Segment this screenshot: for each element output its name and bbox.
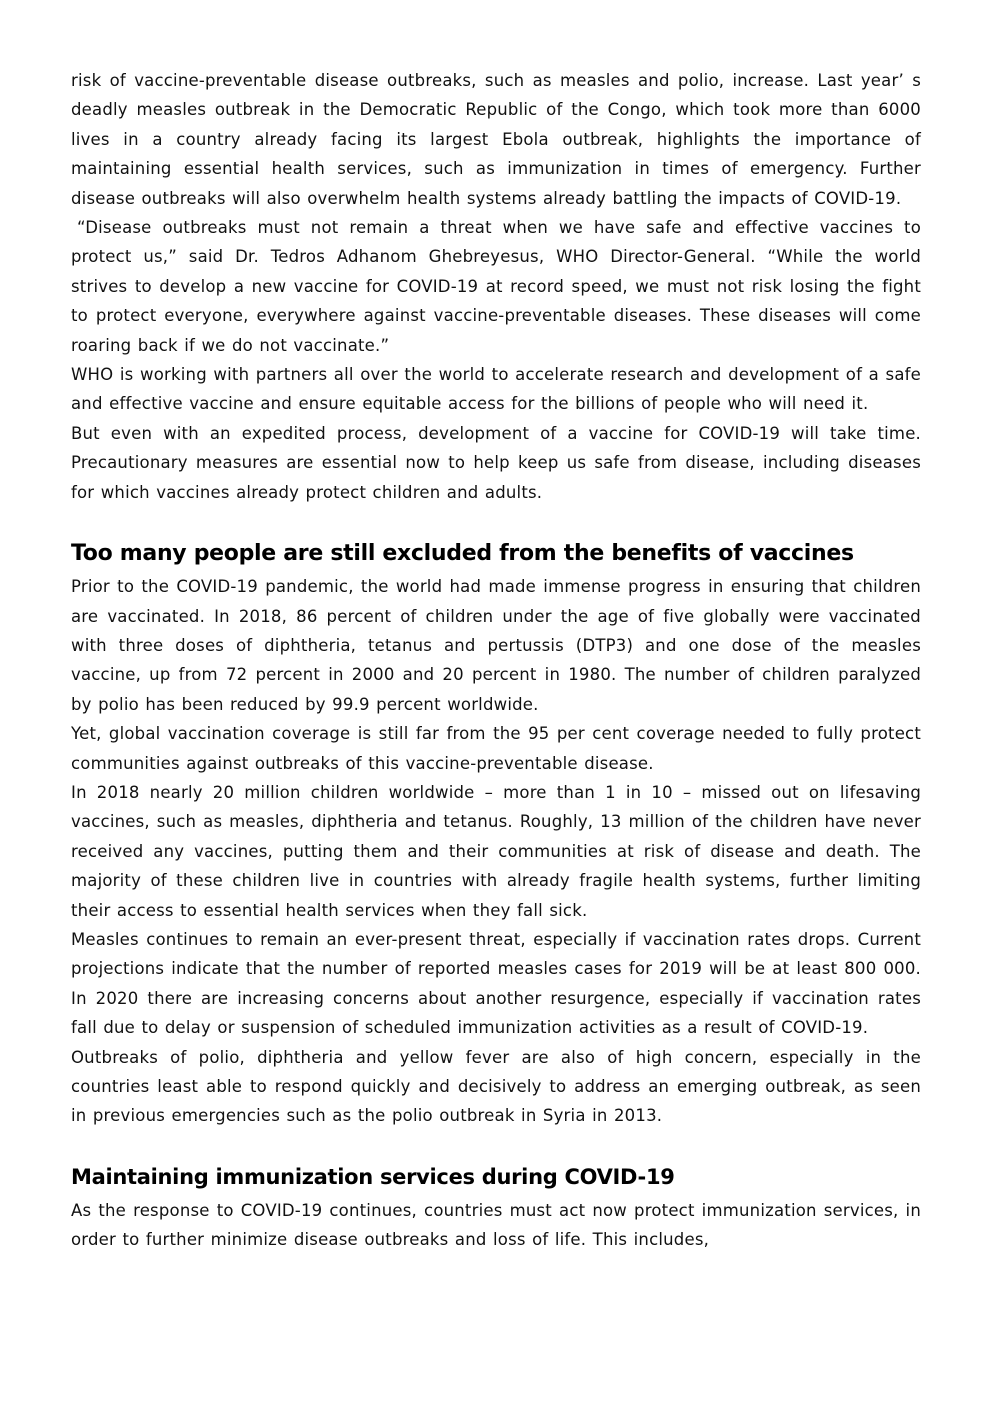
paragraph-quote: “Disease outbreaks must not remain a threat when we have safe and effective vaccines to protect us,” said Dr. Tedros Adhanom Ghebreyesus, WHO Director-General. “While the world strives to develop a new vaccine for COVID-19 at record speed, we must not risk losing the fight to protect everyone, everywhere against vaccine-preventable diseases. These diseases will come roaring back if we do not vaccinate.” <box>71 218 921 355</box>
paragraph: Outbreaks of polio, diphtheria and yellow fever are also of high concern, especially in the countries least able to respond quickly and decisively to address an emerging outbreak, as seen in previous emergencies such as the polio outbreak in Syria in 2013. <box>71 1047 921 1126</box>
paragraph: Measles continues to remain an ever-present threat, especially if vaccination rates drops. Current projections indicate that the number of reported measles cases for 2019 will be at least 800 000. In 2020 there are increasing concerns about another resurgence, especially if vaccination rates fall due to delay or suspension of scheduled immunization activities as a result of COVID-19. <box>71 929 921 1038</box>
paragraph: But even with an expedited process, development of a vaccine for COVID-19 will take time. Precautionary measures are essential now to help keep us safe from disease, including diseases for which vaccines already protect children and adults. <box>71 423 921 502</box>
section-heading-excluded: Too many people are still excluded from the benefits of vaccines <box>71 541 854 567</box>
paragraph: Prior to the COVID-19 pandemic, the world had made immense progress in ensuring that children are vaccinated. In 2018, 86 percent of children under the age of five globally were vaccinated with three doses of diphtheria, tetanus and pertussis (DTP3) and one dose of the measles vaccine, up from 72 percent in 2000 and 20 percent in 1980. The number of children paralyzed by polio has been reduced by 99.9 percent worldwide. <box>71 577 921 714</box>
paragraph: risk of vaccine-preventable disease outbreaks, such as measles and polio, increase. Last year’ s deadly measles outbreak in the Democratic Republic of the Congo, which took more than 6000 lives in a country already facing its largest Ebola outbreak, highlights the importance of maintaining essential health services, such as immunization in times of emergency. Further disease outbreaks will also overwhelm health systems already battling the impacts of COVID-19. <box>71 71 921 208</box>
paragraph: As the response to COVID-19 continues, countries must act now protect immunization services, in order to further minimize disease outbreaks and loss of life. This includes, <box>71 1200 921 1250</box>
paragraph: WHO is working with partners all over the world to accelerate research and development of a safe and effective vaccine and ensure equitable access for the billions of people who will need it. <box>71 365 921 414</box>
section-heading-maintaining: Maintaining immunization services during COVID-19 <box>71 1164 675 1189</box>
paragraph: In 2018 nearly 20 million children worldwide – more than 1 in 10 – missed out on lifesaving vaccines, such as measles, diphtheria and tetanus. Roughly, 13 million of the children have never received any vaccines, putting them and their communities at risk of disease and death. The majority of these children live in countries with already fragile health systems, further limiting their access to essential health services when they fall sick. <box>71 782 921 920</box>
document-page <box>71 66 921 1255</box>
paragraph: Yet, global vaccination coverage is still far from the 95 per cent coverage needed to fully protect communities against outbreaks of this vaccine-preventable disease. <box>71 724 921 773</box>
